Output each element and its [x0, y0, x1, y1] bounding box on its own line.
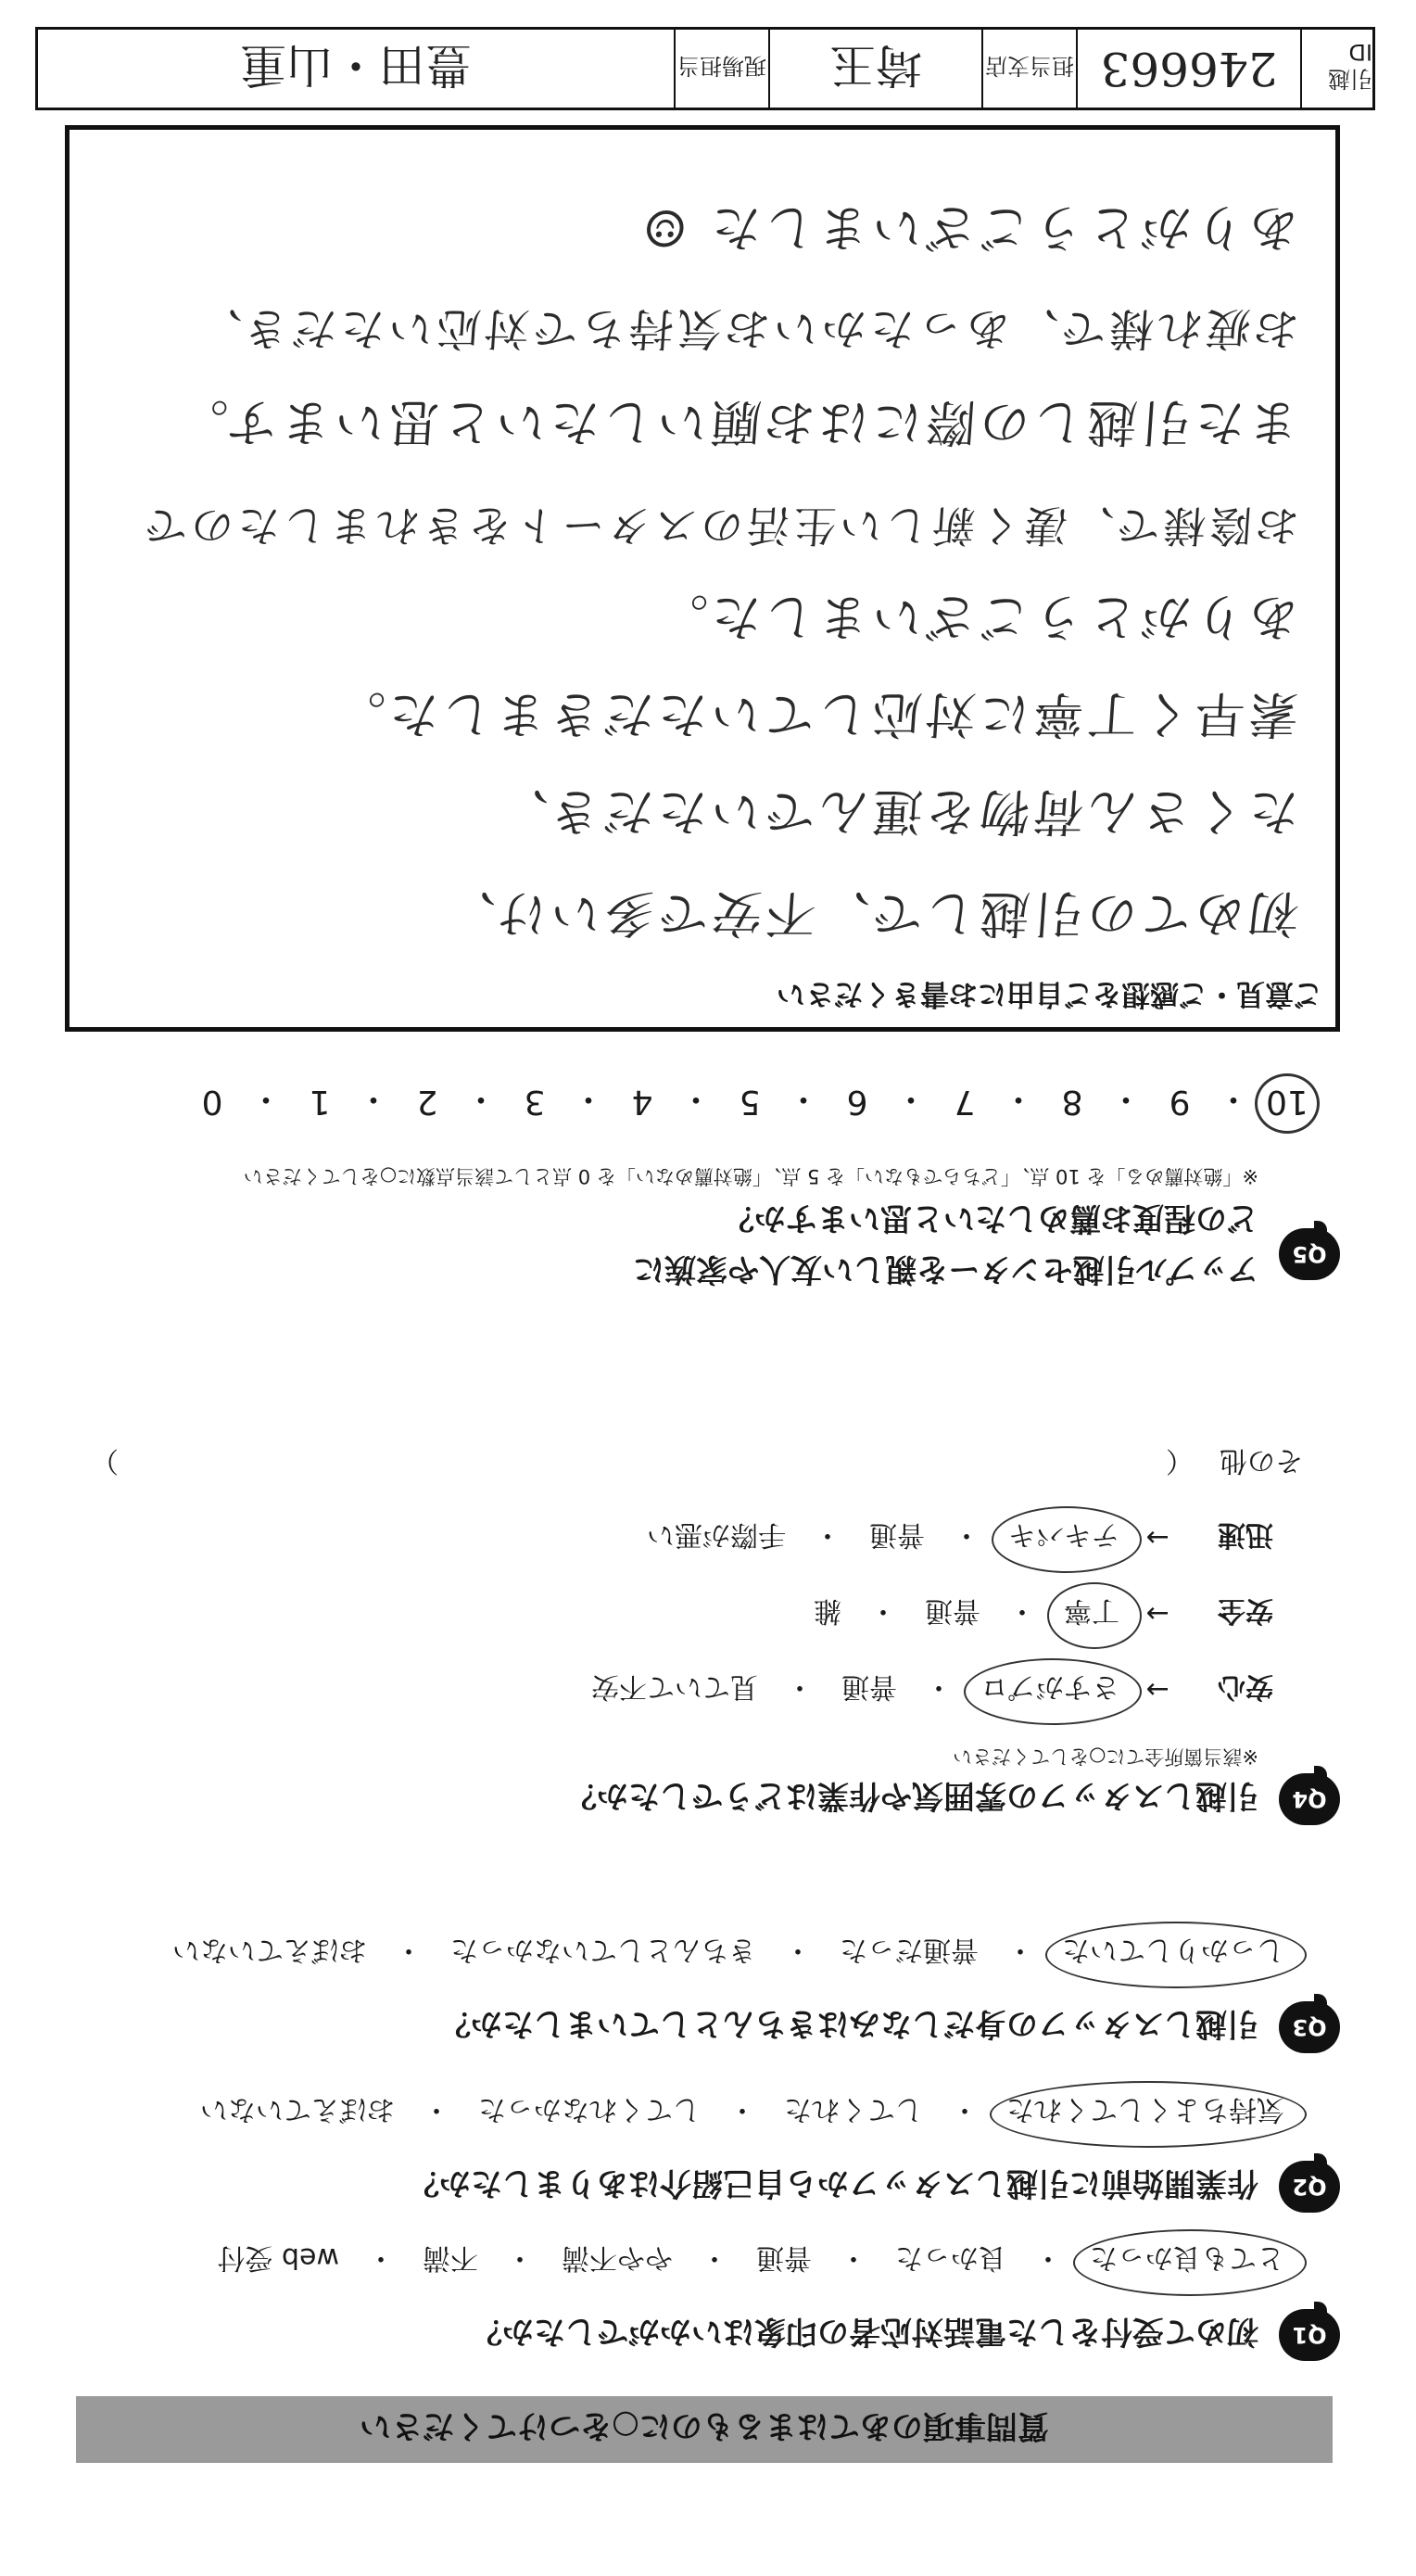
leader-value-cell [38, 30, 674, 108]
q4-anshin-option-3[interactable]: 見ていて不安 [591, 1670, 758, 1703]
branch-label-text: 担当支店 [985, 53, 1074, 80]
arrow-right-icon: → [1145, 1597, 1169, 1631]
q4-other-open: （ [1166, 1444, 1194, 1477]
id-value: 246663 [1100, 42, 1278, 95]
q4-anzen-option-2[interactable]: 普通 [925, 1594, 980, 1627]
q2-options: 気持ちよくしてくれた ・ してくれた ・ してくれなかった ・ おぼえていない [43, 2090, 1290, 2135]
scale-8[interactable]: 8 [1061, 1083, 1083, 1121]
banner-text: 質問事項のあてはまるものに○をつけてください [360, 2407, 1049, 2445]
id-value-cell [1076, 30, 1300, 108]
q2-option-3[interactable]: してくれなかった [478, 2093, 701, 2126]
q4-anshin-option-2[interactable]: 普通 [841, 1670, 897, 1703]
q4-row-label: 安心 [1218, 1670, 1273, 1703]
q1-option-4[interactable]: やや不満 [562, 2241, 673, 2274]
id-label [1300, 30, 1372, 108]
q4-badge: Q4 [1279, 1773, 1340, 1825]
scale-6[interactable]: 6 [846, 1083, 868, 1121]
q1-badge: Q1 [1279, 2309, 1340, 2361]
q1-option-6[interactable]: web 受付 [217, 2241, 339, 2274]
q3-option-1[interactable]: しっかりしていた [1056, 1931, 1290, 1975]
branch-value: 埼玉 [829, 38, 922, 92]
question-q4 [43, 1443, 1340, 1825]
scale-5[interactable]: 5 [739, 1083, 761, 1121]
comment-line-4: ありがとうございました。 [651, 588, 1301, 646]
arrow-right-icon: → [1145, 1521, 1169, 1554]
q2-option-1[interactable]: 気持ちよくしてくれた [1001, 2090, 1290, 2135]
q4-row-jinsoku: 迅速 → テキパキ ・ 普通 ・ 手際が悪い [43, 1516, 1273, 1560]
q4-jinsoku-option-3[interactable]: 手際が悪い [647, 1518, 786, 1551]
q3-text: 引越しスタッフの身だしなみはきちんとしていましたか？ [439, 2005, 1258, 2043]
scale-9[interactable]: 9 [1169, 1083, 1191, 1121]
q1-option-3[interactable]: 普通 [756, 2241, 812, 2274]
q5-scale: 10 ・ 9 ・ 8 ・ 7 ・ 6 ・ 5 ・ 4 ・ 3 ・ 2 ・ 1 ・ 0 [17, 1078, 1314, 1125]
leader-label [674, 30, 768, 108]
comment-line-5: お陰様で、凄く新しい生活のスタートをきれましたので [139, 501, 1301, 551]
q1-option-2[interactable]: 良かった [895, 2241, 1006, 2274]
scale-4[interactable]: 4 [631, 1083, 653, 1121]
q4-other-label: その他 [1220, 1444, 1303, 1477]
comment-line-7: お疲れ様で、あったかいお気持ちで対応いただき、 [192, 302, 1301, 354]
comment-line-6: また引越しの際にはお願いしたいと思います。 [171, 393, 1301, 451]
q4-anzen-option-3[interactable]: 雑 [814, 1594, 841, 1627]
scale-2[interactable]: 2 [416, 1083, 438, 1121]
q3-option-4[interactable]: おぼえていない [172, 1934, 367, 1966]
q2-option-4[interactable]: おぼえていない [200, 2093, 395, 2126]
branch-label [981, 30, 1076, 108]
footer-table [35, 27, 1375, 110]
comment-line-3: 素早く丁寧に対応していただきました。 [329, 685, 1301, 743]
q4-note: ※該当箇所全てに○をしてください [953, 1745, 1258, 1768]
branch-value-cell [768, 30, 981, 108]
q3-option-2[interactable]: 普通だった [840, 1934, 979, 1966]
scale-0[interactable]: 0 [201, 1083, 223, 1121]
comments-label: ご意見・ご感想をご自由にお書きください [777, 977, 1322, 1010]
question-q1 [43, 2239, 1340, 2361]
q4-row-anzen: 安全 → 丁寧 ・ 普通 ・ 雑 [43, 1592, 1273, 1636]
instruction-banner [76, 2396, 1333, 2463]
q5-badge: Q5 [1279, 1228, 1340, 1280]
q4-anzen-option-1[interactable]: 丁寧 [1058, 1592, 1125, 1636]
question-q3 [43, 1931, 1340, 2053]
scale-3[interactable]: 3 [524, 1083, 546, 1121]
q3-badge: Q3 [1279, 2001, 1340, 2053]
comment-line-8: ありがとうございました ☺ [637, 198, 1301, 257]
leader-value: 豊田・山重 [240, 38, 472, 92]
question-q5 [43, 1163, 1340, 1295]
question-q2 [43, 2090, 1340, 2213]
q4-jinsoku-option-2[interactable]: 普通 [869, 1518, 925, 1551]
q3-options: しっかりしていた ・ 普通だった ・ きちんとしていなかった ・ おぼえていない [43, 1931, 1290, 1975]
q2-badge: Q2 [1279, 2161, 1340, 2213]
q2-option-2[interactable]: してくれた [784, 2093, 923, 2126]
q4-other-close: ） [91, 1444, 119, 1477]
q1-options: とても良かった ・ 良かった ・ 普通 ・ やや不満 ・ 不満 ・ web 受付 [43, 2239, 1290, 2283]
q4-row-other [43, 1443, 1303, 1484]
comments-box[interactable] [65, 125, 1340, 1032]
q4-row-label: 迅速 [1218, 1518, 1273, 1551]
q1-text: 初めて受付をした電話対応者の印象はいかがでしたか？ [471, 2313, 1258, 2351]
leader-label-text: 現場担当 [677, 53, 766, 80]
scale-10[interactable]: 10 [1260, 1083, 1314, 1121]
q4-text: 引越しスタッフの雰囲気や作業はどうでしたか？ [565, 1777, 1258, 1815]
q4-anshin-option-1[interactable]: さすがプロ [975, 1668, 1125, 1712]
comment-line-1: 初めての引越しで、不安で多いけ、 [439, 884, 1301, 943]
scale-7[interactable]: 7 [954, 1083, 976, 1121]
arrow-right-icon: → [1145, 1673, 1169, 1707]
comment-line-2: たくさん荷物を運んでいただき、 [492, 782, 1301, 841]
q5-text-line2: どの程度お薦めしたいと思いますか？ [723, 1199, 1258, 1237]
q1-option-5[interactable]: 不満 [423, 2241, 478, 2274]
q5-note: ※「絶対薦める」を 10 点、「どちらでもない」を 5 点、「絶対薦めない」を 0 点として該当点数に○をしてください [243, 1165, 1258, 1187]
q2-text: 作業開始前に引越しスタッフから自己紹介はありましたか？ [408, 2164, 1258, 2202]
q3-option-3[interactable]: きちんとしていなかった [450, 1934, 756, 1966]
q5-text-line1: アップル引越センターを親しい友人や家族に [633, 1250, 1258, 1288]
q4-row-label: 安全 [1218, 1594, 1273, 1627]
q4-row-anshin: 安心 → さすがプロ ・ 普通 ・ 見ていて不安 [43, 1668, 1273, 1712]
scale-1[interactable]: 1 [309, 1083, 331, 1121]
id-label-text: 引越 ID [1328, 39, 1372, 93]
q1-option-1[interactable]: とても良かった [1084, 2239, 1290, 2283]
q4-jinsoku-option-1[interactable]: テキパキ [1003, 1516, 1125, 1560]
